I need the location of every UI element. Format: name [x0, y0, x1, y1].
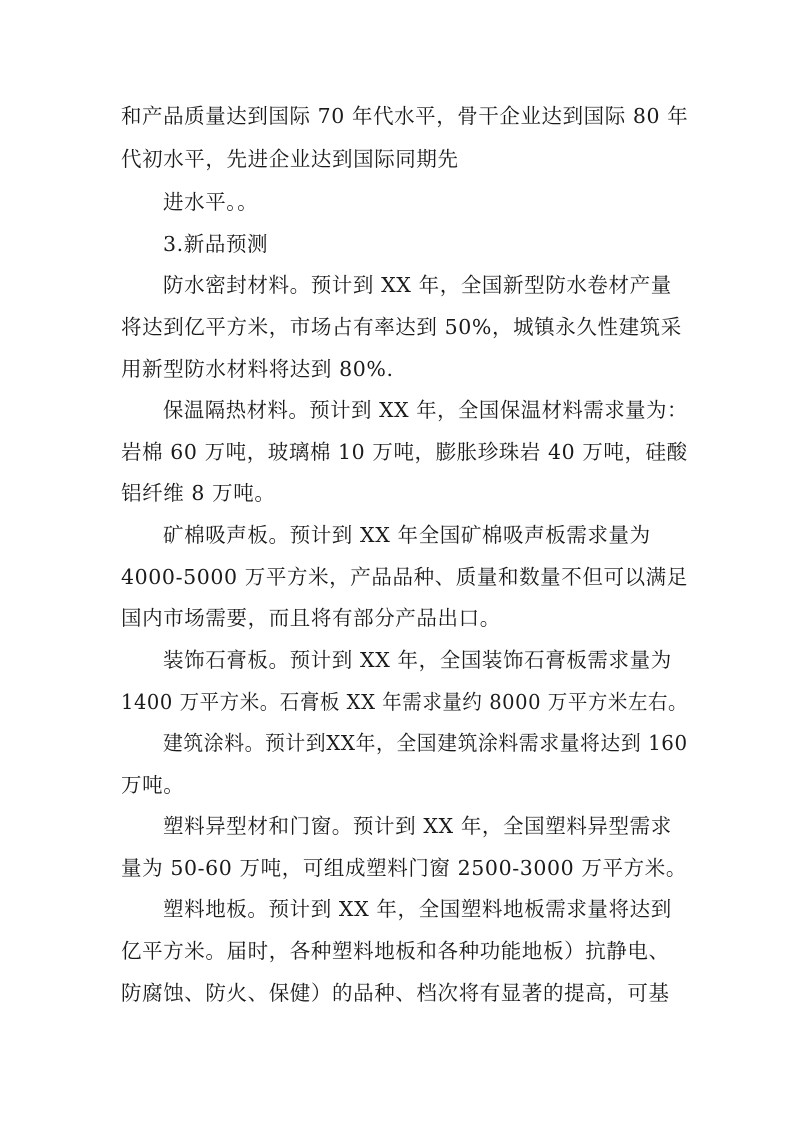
- section-heading: 3.新品预测: [163, 232, 269, 256]
- body-text-line: 国内市场需要，而且将有部分产品出口。: [121, 606, 501, 630]
- paragraph-start: 保温隔热材料。预计到 XX 年，全国保温材料需求量为：: [163, 398, 688, 422]
- body-text-line: 1400 万平方米。石膏板 XX 年需求量约 8000 万平方米左右。: [121, 690, 689, 714]
- body-text-line: 4000-5000 万平方米，产品品种、质量和数量不但可以满足: [121, 565, 688, 589]
- paragraph-start: 塑料地板。预计到 XX 年，全国塑料地板需求量将达到: [163, 897, 672, 921]
- body-text-line: 防腐蚀、防火、保健）的品种、档次将有显著的提高，可基: [121, 981, 670, 1005]
- body-text-line: 进水平。。: [163, 190, 259, 214]
- paragraph-start: 装饰石膏板。预计到 XX 年，全国装饰石膏板需求量为: [163, 648, 672, 672]
- body-text-line: 量为 50-60 万吨，可组成塑料门窗 2500-3000 万平方米。: [121, 856, 687, 880]
- body-text-line: 代初水平，先进企业达到国际同期先: [121, 147, 459, 171]
- paragraph-start: 防水密封材料。预计到 XX 年，全国新型防水卷材产量: [163, 273, 672, 297]
- body-text-line: 和产品质量达到国际 70 年代水平，骨干企业达到国际 80 年: [121, 104, 689, 128]
- paragraph-start: 建筑涂料。预计到XX年，全国建筑涂料需求量将达到 160: [163, 731, 688, 755]
- body-text-line: 万吨。: [121, 773, 185, 797]
- body-text-line: 将达到亿平方米，市场占有率达到 50%，城镇永久性建筑采: [121, 315, 682, 339]
- body-text-line: 铝纤维 8 万吨。: [121, 481, 276, 505]
- body-text-line: 亿平方米。届时，各种塑料地板和各种功能地板）抗静电、: [121, 939, 670, 963]
- body-text-line: 用新型防水材料将达到 80%.: [121, 357, 394, 381]
- paragraph-start: 矿棉吸声板。预计到 XX 年全国矿棉吸声板需求量为: [163, 523, 651, 547]
- paragraph-start: 塑料异型材和门窗。预计到 XX 年，全国塑料异型需求: [163, 814, 672, 838]
- body-text-line: 岩棉 60 万吨，玻璃棉 10 万吨，膨胀珍珠岩 40 万吨，硅酸: [121, 440, 688, 464]
